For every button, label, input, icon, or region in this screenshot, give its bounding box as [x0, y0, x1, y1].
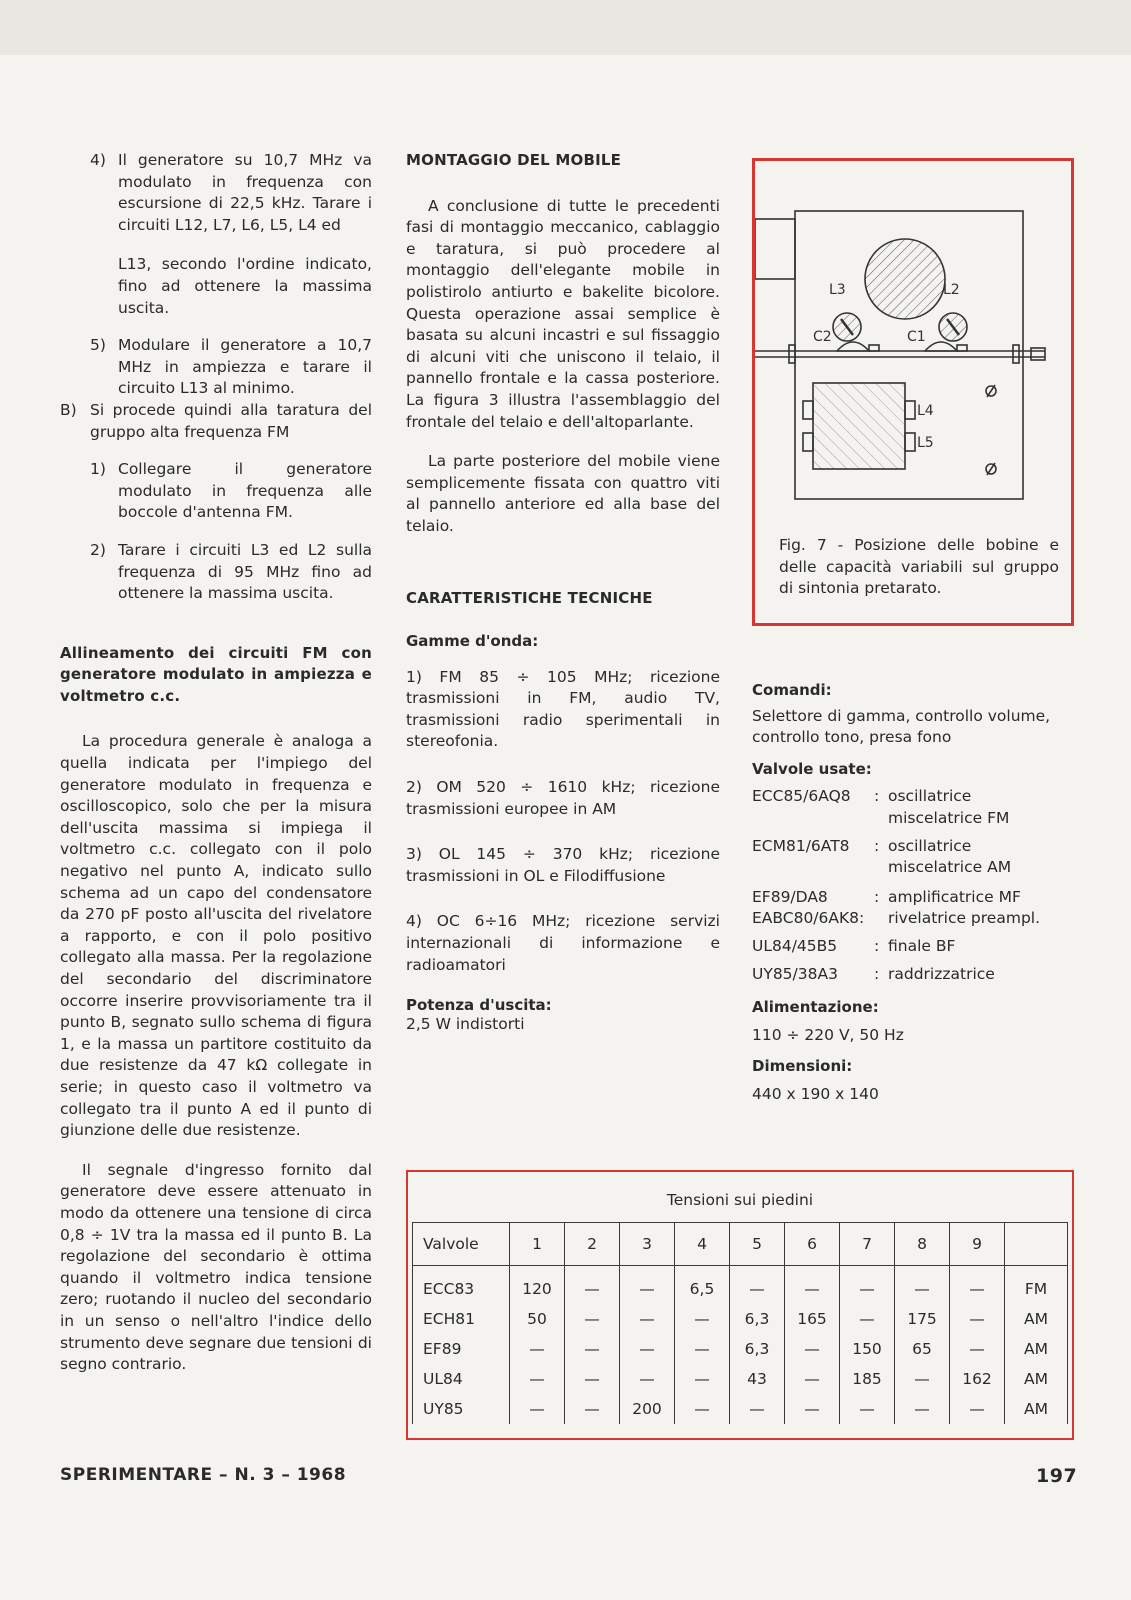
- mode-cell: FM: [1005, 1266, 1068, 1305]
- spec-label: Gamme d'onda:: [406, 632, 539, 651]
- pin-header: 4: [675, 1223, 730, 1266]
- paragraph: La parte posteriore del mobile viene semplicemente fissata con quattro viti al pannello anteriore ed alla base del telaio.: [406, 452, 720, 535]
- valve-function-line: rivelatrice preampl.: [888, 909, 1041, 928]
- voltage-cell: —: [730, 1394, 785, 1424]
- mode-cell: AM: [1005, 1364, 1068, 1394]
- list-item-1: [60, 459, 372, 524]
- valve-function: [888, 786, 1009, 829]
- spec-label: Alimentazione:: [752, 998, 879, 1017]
- voltage-cell: —: [675, 1394, 730, 1424]
- voltage-table: [412, 1178, 1068, 1424]
- right-column: [752, 680, 1052, 1106]
- voltage-cell: —: [950, 1394, 1005, 1424]
- voltage-cell: —: [565, 1266, 620, 1305]
- valve-function-line: oscillatrice: [888, 836, 972, 855]
- valve-row: [752, 936, 1052, 958]
- tuner-diagram: [755, 161, 1071, 521]
- list-number: 5): [90, 336, 106, 355]
- voltage-table-frame: [406, 1170, 1074, 1440]
- magazine-footer: SPERIMENTARE – N. 3 – 1968: [60, 1465, 347, 1485]
- valve-function-line: amplificatrice MF: [888, 887, 1021, 906]
- valve-row: [752, 836, 1052, 879]
- spec-value: 2,5 W indistorti: [406, 1015, 525, 1034]
- label-l5: L5: [917, 435, 934, 451]
- list-text: Il generatore su 10,7 MHz va modulato in frequenza con escursione di 22,5 kHz. Tarare i circuiti L12, L7, L6, L5, L4 ed: [118, 151, 372, 234]
- table-row: [413, 1334, 1068, 1364]
- voltage-cell: 6,3: [730, 1334, 785, 1364]
- spec-value: Selettore di gamma, controllo volume, controllo tono, presa fono: [752, 706, 1051, 747]
- voltage-cell: —: [620, 1266, 675, 1305]
- valve-function: [888, 887, 1021, 909]
- spec-label: Potenza d'uscita:: [406, 996, 552, 1015]
- valve-name: UY85/38A3: [752, 964, 838, 983]
- mode-header: [1005, 1223, 1068, 1266]
- voltage-cell: —: [565, 1394, 620, 1424]
- spec-label: Valvole usate:: [752, 759, 872, 778]
- label-l3: L3: [829, 282, 846, 298]
- list-item-4-continued: [60, 254, 372, 319]
- voltage-cell: —: [785, 1364, 840, 1394]
- valve-function-line: miscelatrice AM: [888, 858, 1012, 877]
- valve-cell: ECH81: [413, 1304, 510, 1334]
- valve-cell: UY85: [413, 1394, 510, 1424]
- pin-header: 8: [895, 1223, 950, 1266]
- spec-item: 2) OM 520 ÷ 1610 kHz; ricezione trasmissioni europee in AM: [406, 778, 720, 818]
- spec-item: 1) FM 85 ÷ 105 MHz; ricezione trasmissioni in FM, audio TV, trasmissioni radio sperimentali in stereofonia.: [406, 667, 720, 751]
- paragraph: A conclusione di tutte le precedenti fasi di montaggio meccanico, cablaggio e taratura, si può procedere al montaggio dell'elegante mobile in polistirolo antiurto e bakelite bicolore. Questa operazione assai semplice è basata su alcuni incastri e sul fissaggio di alcuni viti che uniscono il telaio, il pannello frontale e la cassa posteriore. La figura 3 illustra l'assemblaggio del frontale del telaio e dell'altoparlante.: [406, 196, 720, 431]
- valve-separator: [874, 908, 888, 930]
- valve-cell: UL84: [413, 1364, 510, 1394]
- voltage-cell: —: [620, 1304, 675, 1334]
- spec-item: 4) OC 6÷16 MHz; ricezione servizi internazionali di informazione e radioamatori: [406, 912, 720, 974]
- valve-separator: :: [874, 964, 880, 983]
- voltage-cell: —: [510, 1334, 565, 1364]
- voltage-cell: 6,5: [675, 1266, 730, 1305]
- voltage-cell: 200: [620, 1394, 675, 1424]
- valve-name: ECM81/6AT8: [752, 836, 850, 855]
- voltage-cell: —: [730, 1266, 785, 1305]
- table-row: [413, 1304, 1068, 1334]
- list-number: 2): [90, 540, 106, 559]
- valve-separator: :: [874, 787, 880, 806]
- figure-frame: [752, 158, 1074, 626]
- valve-name: ECC85/6AQ8: [752, 787, 851, 806]
- pin-header: 9: [950, 1223, 1005, 1266]
- valve-name: EF89/DA8: [752, 887, 828, 906]
- voltage-cell: 185: [840, 1364, 895, 1394]
- voltage-cell: 6,3: [730, 1304, 785, 1334]
- valve-function: [888, 964, 995, 986]
- list-text: Collegare il generatore modulato in frequenza alle boccole d'antenna FM.: [118, 460, 372, 522]
- voltage-cell: —: [785, 1266, 840, 1305]
- valve-list: [752, 786, 1052, 985]
- valve-separator: :: [874, 887, 880, 906]
- voltage-cell: 65: [895, 1334, 950, 1364]
- valve-function-line: raddrizzatrice: [888, 964, 995, 983]
- table-body: [413, 1266, 1068, 1425]
- list-item-2: [60, 540, 372, 605]
- valve-cell: EF89: [413, 1334, 510, 1364]
- valve-row: [752, 908, 1052, 930]
- voltage-cell: —: [895, 1266, 950, 1305]
- spec-label: Comandi:: [752, 681, 832, 699]
- voltage-cell: —: [565, 1304, 620, 1334]
- list-item-4: [60, 150, 372, 236]
- valve-row: [752, 786, 1052, 829]
- label-c1: C1: [907, 329, 926, 345]
- pin-header: 6: [785, 1223, 840, 1266]
- mode-cell: AM: [1005, 1304, 1068, 1334]
- voltage-cell: —: [620, 1334, 675, 1364]
- valve-name: UL84/45B5: [752, 936, 838, 955]
- voltage-cell: —: [895, 1394, 950, 1424]
- voltage-cell: 120: [510, 1266, 565, 1305]
- voltage-cell: —: [565, 1334, 620, 1364]
- valve-function: [888, 836, 1011, 879]
- valve-row: [752, 964, 1052, 986]
- spec-value: 110 ÷ 220 V, 50 Hz: [752, 1025, 904, 1044]
- left-column: [60, 150, 372, 1376]
- voltage-cell: —: [840, 1266, 895, 1305]
- list-text: Si procede quindi alla taratura del gruppo alta frequenza FM: [90, 400, 372, 441]
- spec-label: Dimensioni:: [752, 1057, 853, 1076]
- list-item-b: [60, 400, 372, 443]
- valve-function: [888, 908, 1040, 930]
- section-heading: Allineamento dei circuiti FM con generatore modulato in ampiezza e voltmetro c.c.: [60, 643, 372, 705]
- list-number: B): [60, 400, 77, 419]
- list-number: 1): [90, 460, 106, 479]
- spec-item: 3) OL 145 ÷ 370 kHz; ricezione trasmissioni in OL e Filodiffusione: [406, 845, 720, 885]
- voltage-cell: —: [675, 1304, 730, 1334]
- paragraph: Il segnale d'ingresso fornito dal generatore deve essere attenuato in modo da ottenere una tensione di circa 0,8 ÷ 1V tra la massa ed il punto B. La regolazione del secondario è ottima quando il voltmetro indica tensione zero; ruotando il nucleo del secondario in un senso o nell'altro l'indice dello strumento deve segnare due tensioni di segno contrario.: [60, 1160, 372, 1374]
- voltage-cell: —: [950, 1334, 1005, 1364]
- section-heading: MONTAGGIO DEL MOBILE: [406, 151, 622, 169]
- voltage-cell: —: [950, 1304, 1005, 1334]
- list-text: Tarare i circuiti L3 ed L2 sulla frequenza di 95 MHz fino ad ottenere la massima uscita.: [118, 540, 372, 603]
- label-c2: C2: [813, 329, 832, 345]
- voltage-cell: —: [840, 1394, 895, 1424]
- voltage-cell: 162: [950, 1364, 1005, 1394]
- voltage-cell: —: [510, 1394, 565, 1424]
- table-title: Tensioni sui piedini: [666, 1191, 814, 1209]
- section-heading: CARATTERISTICHE TECNICHE: [406, 588, 653, 607]
- label-l4: L4: [917, 403, 934, 419]
- table-row: [413, 1364, 1068, 1394]
- list-text: L13, secondo l'ordine indicato, fino ad ottenere la massima uscita.: [118, 255, 372, 317]
- voltage-cell: —: [950, 1266, 1005, 1305]
- voltage-cell: —: [895, 1364, 950, 1394]
- voltage-cell: —: [840, 1304, 895, 1334]
- figure-caption: Fig. 7 - Posizione delle bobine e delle capacità variabili sul gruppo di sintonia pretarato.: [779, 536, 1059, 598]
- voltage-cell: —: [565, 1364, 620, 1394]
- voltage-cell: —: [620, 1364, 675, 1394]
- mode-cell: AM: [1005, 1334, 1068, 1364]
- pin-header: 5: [730, 1223, 785, 1266]
- valve-function-line: miscelatrice FM: [888, 808, 1010, 827]
- voltage-cell: —: [510, 1364, 565, 1394]
- valve-function: [888, 936, 955, 958]
- valve-separator: :: [874, 836, 880, 855]
- valve-name: EABC80/6AK8:: [752, 909, 865, 928]
- voltage-cell: 50: [510, 1304, 565, 1334]
- list-number: 4): [90, 151, 106, 169]
- voltage-cell: 150: [840, 1334, 895, 1364]
- voltage-cell: —: [675, 1364, 730, 1394]
- paragraph: La procedura generale è analoga a quella indicata per l'impiego del generatore modulato in frequenza e oscilloscopico, solo che per la misura dell'uscita massima si impiega il voltmetro c.c. collegato con il polo negativo nel punto A, indicato sullo schema ad un capo del condensatore da 270 pF posto all'uscita del rivelatore a rapporto, e con il polo positivo collegato alla massa. Per la regolazione del secondario del discriminatore occorre inserire provvisoriamente tra il punto B, segnato sullo schema di figura 1, e la massa un partitore costituito da due resistenze da 47 kΩ collegate in serie; in questo caso il voltmetro va collegato tra il punto A ed il punto di giunzione delle due resistenze.: [60, 732, 372, 1140]
- valve-function-line: oscillatrice: [888, 787, 972, 806]
- spec-value: 440 x 190 x 140: [752, 1084, 879, 1103]
- pin-header: 3: [620, 1223, 675, 1266]
- valve-function-line: finale BF: [888, 936, 956, 955]
- pin-header: 1: [510, 1223, 565, 1266]
- list-item-5: [60, 335, 372, 400]
- table-row: [413, 1266, 1068, 1305]
- valve-cell: ECC83: [413, 1266, 510, 1305]
- middle-column: [406, 150, 720, 1034]
- label-l2: L2: [943, 282, 960, 298]
- voltage-cell: 43: [730, 1364, 785, 1394]
- valve-row: [752, 887, 1052, 909]
- pin-header: 7: [840, 1223, 895, 1266]
- pin-header: 2: [565, 1223, 620, 1266]
- voltage-cell: 165: [785, 1304, 840, 1334]
- page-number: 197: [1036, 1465, 1078, 1487]
- table-header-row: [413, 1223, 1068, 1266]
- voltage-cell: —: [785, 1334, 840, 1364]
- column-header: Valvole: [413, 1223, 510, 1266]
- voltage-cell: —: [675, 1334, 730, 1364]
- voltage-cell: 175: [895, 1304, 950, 1334]
- table-row: [413, 1394, 1068, 1424]
- list-text: Modulare il generatore a 10,7 MHz in ampiezza e tarare il circuito L13 al minimo.: [118, 336, 372, 398]
- mode-cell: AM: [1005, 1394, 1068, 1424]
- voltage-cell: —: [785, 1394, 840, 1424]
- valve-separator: :: [874, 936, 880, 955]
